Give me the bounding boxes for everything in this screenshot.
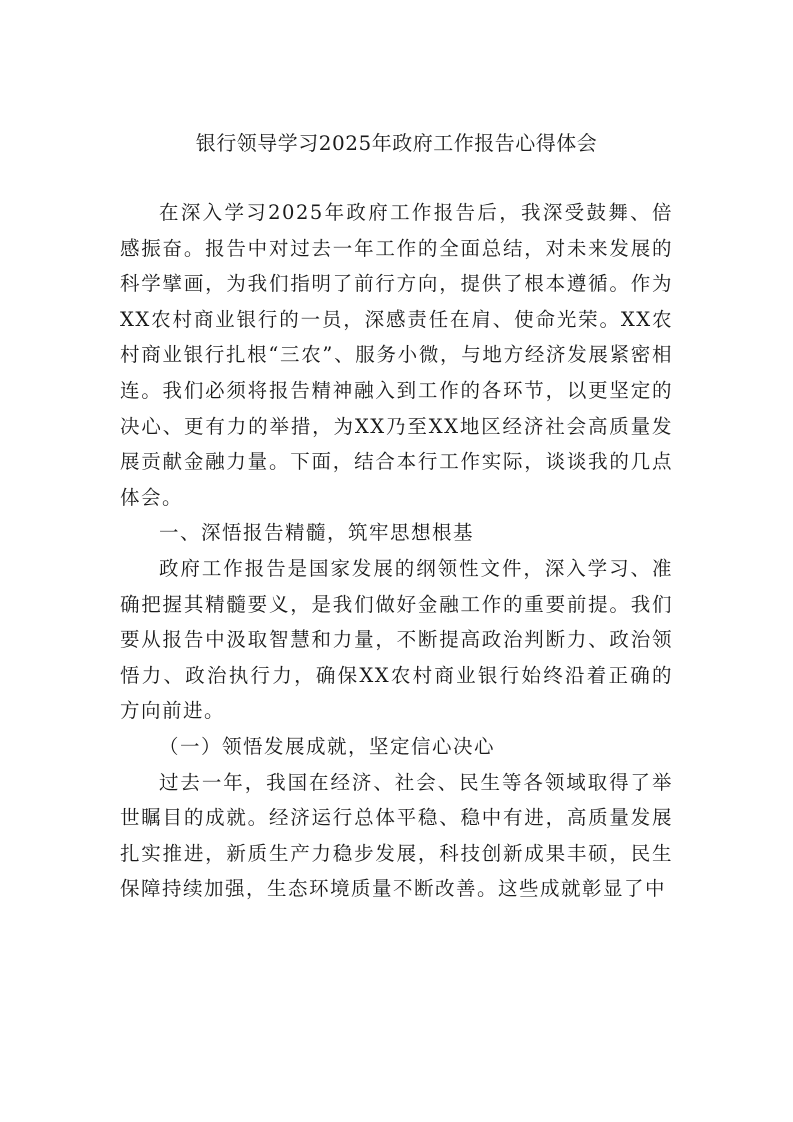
paragraph-subsection-1: 过去一年，我国在经济、社会、民生等各领域取得了举世瞩目的成就。经济运行总体平稳、稳中有进，高质量发展扎实推进，新质生产力稳步发展，科技创新成果丰硕，民生保障持续加强，生态环境质量不断改善。这些成就彰显了中 bbox=[120, 770, 673, 901]
paragraph-intro: 在深入学习2025年政府工作报告后，我深受鼓舞、倍感振奋。报告中对过去一年工作的全面总结，对未来发展的科学擘画，为我们指明了前行方向，提供了根本遵循。作为XX农村商业银行的一员，深感责任在肩、使命光荣。XX农村商业银行扎根“三农”、服务小微，与地方经济发展紧密相连。我们必须将报告精神融入到工作的各环节，以更坚定的决心、更有力的举措，为XX乃至XX地区经济社会高质量发展贡献金融力量。下面，结合本行工作实际，谈谈我的几点体会。 bbox=[120, 201, 673, 509]
document-body bbox=[120, 195, 673, 907]
document-title: 银行领导学习2025年政府工作报告心得体会 bbox=[195, 131, 598, 155]
subsection-heading-1: （一）领悟发展成就，坚定信心决心 bbox=[159, 734, 496, 758]
paragraph-section-1: 政府工作报告是国家发展的纲领性文件，深入学习、准确把握其精髓要义，是我们做好金融工作的重要前提。我们要从报告中汲取智慧和力量，不断提高政治判断力、政治领悟力、政治执行力，确保XX农村商业银行始终沿着正确的方向前进。 bbox=[120, 556, 673, 723]
section-heading-1: 一、深悟报告精髓，筑牢思想根基 bbox=[159, 521, 475, 545]
